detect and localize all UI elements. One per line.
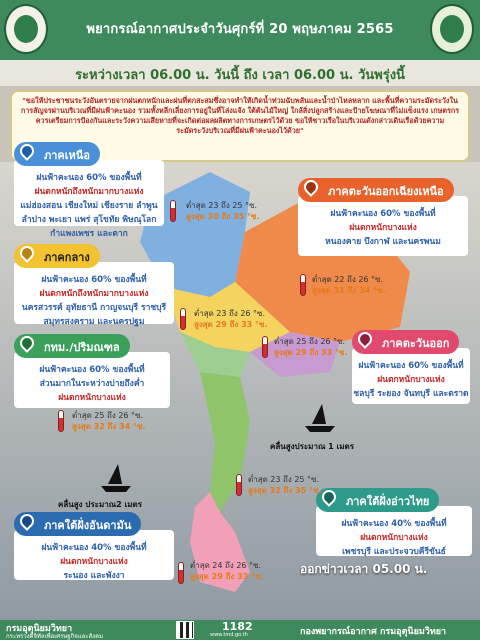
hotline-website[interactable]: www.tmd.go.th: [210, 632, 248, 638]
location-pin-icon: [17, 141, 37, 161]
thermometer-icon: [178, 562, 184, 584]
thermometer-icon: [180, 308, 186, 330]
location-pin-icon: [17, 243, 37, 263]
rain-chance: ฝนฟ้าคะนอง 60% ของพื้นที่: [41, 275, 147, 285]
ministry-logo-icon: [430, 4, 474, 54]
temp-north: [186, 200, 260, 222]
qr-code-icon[interactable]: [176, 621, 194, 639]
rain-areas: ระนอง และพังงา: [63, 571, 125, 581]
thermometer-icon: [300, 274, 306, 296]
temp-low: ต่ำสุด 23 ถึง 26 °ซ.: [194, 309, 266, 318]
org-name: กรมอุตุนิยมวิทยา: [6, 624, 73, 634]
header-bar: [0, 0, 480, 60]
thermometer-icon: [58, 410, 64, 432]
page-title: พยากรณ์อากาศประจำวันศุกร์ที่ 20 พฤษภาคม 2565: [86, 22, 394, 37]
temp-low: ต่ำสุด 23 ถึง 25 °ซ.: [186, 201, 258, 210]
region-card-north: [14, 149, 164, 239]
region-title: ภาคตะวันออก: [382, 337, 450, 350]
rain-areas: เพชรบุรี และประจวบคีรีขันธ์: [342, 547, 446, 557]
rain-areas: นครสวรรค์ อุทัยธานี กาญจนบุรี ราชบุรี สมุทรสงคราม และนครปฐม: [21, 303, 167, 327]
region-card-east: [352, 337, 470, 404]
rain-areas: แม่ฮ่องสอน เชียงใหม่ เชียงราย ลำพูน ลำปาง พะเยา แพร่ สุโขทัย พิษณุโลก กำแพงเพชร และตาก: [20, 201, 158, 239]
location-pin-icon: [301, 177, 321, 197]
region-title: กทม./ปริมณฑล: [44, 341, 120, 354]
region-card-bangkok: [14, 341, 170, 408]
rain-areas: หนองคาย บึงกาฬ และนครพนม: [325, 237, 441, 247]
thermometer-icon: [236, 474, 242, 496]
wave-gulf-label: คลื่นสูงประมาณ 1 เมตร: [270, 442, 355, 451]
thermometer-icon: [262, 336, 268, 358]
region-card-central: [14, 251, 174, 327]
region-title: ภาคกลาง: [44, 251, 90, 264]
rain-intensity: ฝนตกหนักถึงหนักมากบางแห่ง: [39, 289, 149, 299]
rain-chance: ฝนฟ้าคะนอง 60% ของพื้นที่: [39, 365, 145, 375]
temp-central: [194, 308, 268, 330]
region-title: ภาคเหนือ: [44, 149, 90, 162]
rain-intensity: ฝนตกหนักบางแห่ง: [349, 223, 417, 233]
location-pin-icon: [355, 329, 375, 349]
rain-intensity: ฝนตกหนักบางแห่ง: [60, 557, 128, 567]
temp-high: สูงสุด 29 ถึง 33 °ซ.: [194, 320, 268, 329]
rain-intensity: ฝนตกหนักบางแห่ง: [377, 375, 445, 385]
temp-high: สูงสุด 29 ถึง 33 °ซ.: [190, 572, 264, 581]
tmd-logo-icon: [4, 4, 48, 54]
temp-high: สูงสุด 31 ถึง 34 °ซ.: [312, 286, 386, 295]
rain-chance: ฝนฟ้าคะนอง 60% ของพื้นที่: [330, 209, 436, 219]
rain-chance: ฝนฟ้าคะนอง 60% ของพื้นที่: [358, 361, 464, 371]
rain-intensity: ฝนตกหนักบางแห่ง: [58, 393, 126, 403]
rain-chance: ฝนฟ้าคะนอง 40% ของพื้นที่: [41, 543, 147, 553]
region-card-northeast: [298, 185, 468, 256]
hotline-number[interactable]: 1182: [222, 620, 253, 633]
rain-chance: ฝนฟ้าคะนอง 40% ของพื้นที่: [341, 519, 447, 529]
temp-low: ต่ำสุด 25 ถึง 26 °ซ.: [72, 411, 144, 420]
region-title: ภาคใต้ฝั่งอันดามัน: [44, 519, 132, 532]
region-title: ภาคตะวันออกเฉียงเหนือ: [328, 185, 444, 198]
location-pin-icon: [17, 511, 37, 531]
temp-low: ต่ำสุด 22 ถึง 26 °ซ.: [312, 275, 384, 284]
ministry-name: กระทรวงดิจิทัลเพื่อเศรษฐกิจและสังคม: [6, 633, 104, 640]
footer-bar: [0, 620, 480, 640]
warning-notice: "ขอให้ประชาชนระวังอันตรายจากฝนตกหนักและฝนที่ตกสะสมซึ่งอาจทำให้เกิดน้ำท่วมฉับพลันและน้ำป่าไหลหลาก และพื้นที่ความระมัดระวังในการสัญจรผ่านบริเวณที่มีฝนฟ้าคะนอง รวมทั้งหลีกเลี่ยงการอยู่ในที่โล่งแจ้ง ใต้ต้นไม้ใหญ่ ใกล้สิ่งปลูกสร้างและป้ายโฆษณาที่ไม่แข็งแรง เกษตรกรควรเตรียมการป้องกันและระวังความเสียหายที่จะเกิดต่อผลผลิตทางการเกษตรไว้ด้วย ขอให้ชาวเรือในบริเวณดังกล่าวเดินเรือด้วยความระมัดระวังบริเวณที่มีฝนฟ้าคะนองไว้ด้วย": [10, 90, 470, 162]
rain-timing: ส่วนมากในระหว่างบ่ายถึงค่ำ: [39, 379, 145, 389]
thermometer-icon: [170, 200, 176, 222]
region-card-south-andaman: [14, 519, 174, 581]
temp-south-andaman: [190, 560, 264, 582]
location-pin-icon: [319, 487, 339, 507]
region-card-south-gulf: [316, 495, 472, 557]
temp-northeast: [312, 274, 386, 296]
wave-andaman-label: คลื่นสูง ประมาณ2 เมตร: [58, 500, 143, 509]
temp-bangkok: [72, 410, 146, 432]
temp-east: [274, 336, 348, 358]
temp-low: ต่ำสุด 25 ถึง 26 °ซ.: [274, 337, 346, 346]
rain-intensity: ฝนตกหนักบางแห่ง: [360, 533, 428, 543]
issue-time: ออกข่าวเวลา 05.00 น.: [300, 562, 428, 576]
rain-chance: ฝนฟ้าคะนอง 60% ของพื้นที่: [36, 173, 142, 183]
region-title: ภาคใต้ฝั่งอ่าวไทย: [346, 495, 430, 508]
rain-areas: ชลบุรี ระยอง จันทบุรี และตราด: [353, 389, 469, 399]
division-name: กองพยากรณ์อากาศ กรมอุตุนิยมวิทยา: [300, 627, 447, 637]
temp-high: สูงสุด 29 ถึง 33 °ซ.: [274, 348, 348, 357]
location-pin-icon: [17, 333, 37, 353]
temp-high: สูงสุด 32 ถึง 34 °ซ.: [72, 422, 146, 431]
temp-high: สูงสุด 32 ถึง 35 °ซ.: [248, 486, 322, 495]
temp-low: ต่ำสุด 24 ถึง 26 °ซ.: [190, 561, 262, 570]
forecast-period: ระหว่างเวลา 06.00 น. วันนี้ ถึง เวลา 06.00 น. วันพรุ่งนี้: [0, 60, 480, 86]
temp-high: สูงสุด 30 ถึง 35 °ซ.: [186, 212, 260, 221]
rain-intensity: ฝนตกหนักถึงหนักมากบางแห่ง: [34, 187, 144, 197]
temp-south-gulf: [248, 474, 322, 496]
temp-low: ต่ำสุด 23 ถึง 25 °ซ.: [248, 475, 320, 484]
